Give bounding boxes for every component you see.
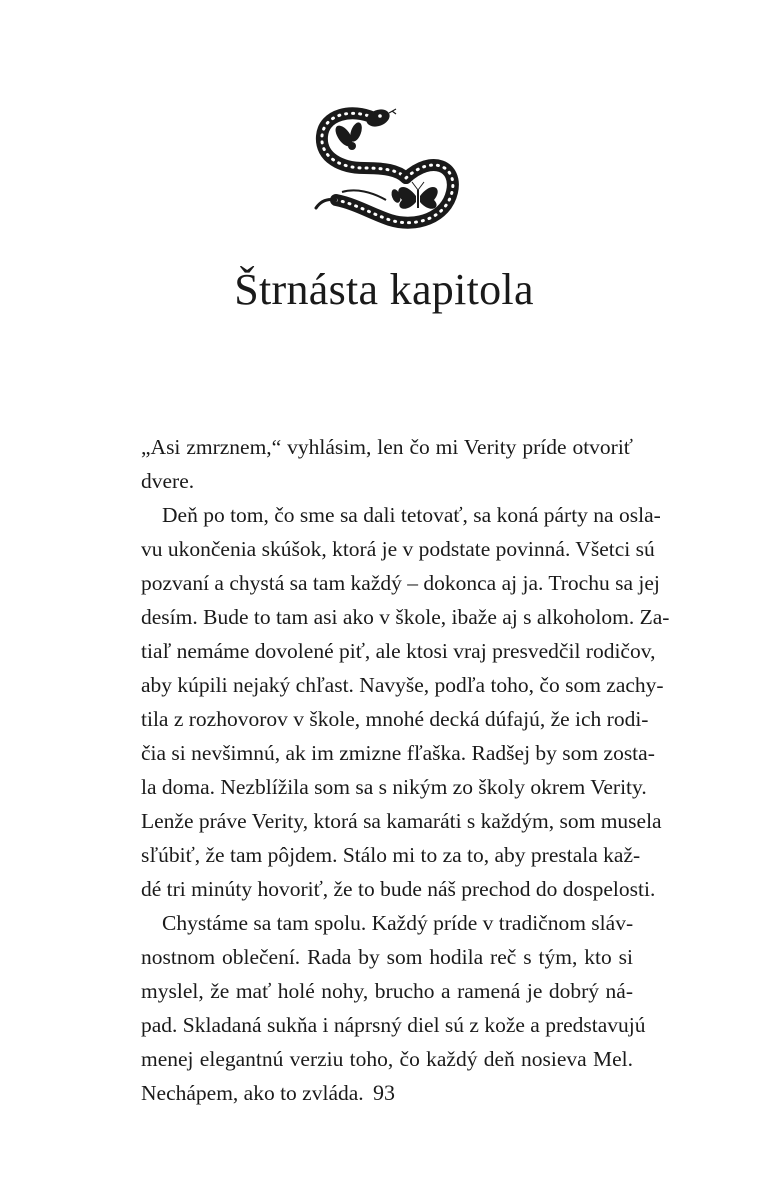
text-line: nostnom oblečení. Rada by som hodila reč s tým, kto si bbox=[141, 945, 633, 969]
text-line: tiaľ nemáme dovolené piť, ale ktosi vraj presvedčil rodičov, bbox=[141, 639, 656, 663]
body-text bbox=[141, 430, 670, 1110]
page-number: 93 bbox=[373, 1080, 395, 1105]
text-line: čia si nevšimnú, ak im zmizne fľaška. Radšej by som zosta- bbox=[141, 741, 655, 765]
text-line: desím. Bude to tam asi ako v škole, ibaže aj s alkoholom. Za- bbox=[141, 605, 670, 629]
text-line: Lenže práve Verity, ktorá sa kamaráti s každým, som musela bbox=[141, 809, 662, 833]
text-line: pad. Skladaná sukňa i náprsný diel sú z kože a predstavujú bbox=[141, 1013, 646, 1037]
text-line: tila z rozhovorov v škole, mnohé decká dúfajú, že ich rodi- bbox=[141, 707, 649, 731]
text-line: dé tri minúty hovoriť, že to bude náš prechod do dospelosti. bbox=[141, 877, 656, 901]
snake-body-upper bbox=[322, 113, 406, 178]
butterfly-icon bbox=[398, 182, 437, 209]
text-line: dvere. bbox=[141, 469, 195, 493]
text-line: „Asi zmrznem,“ vyhlásim, len čo mi Verity príde otvoriť bbox=[141, 435, 633, 459]
text-line: vu ukončenia skúšok, ktorá je v podstate povinná. Všetci sú bbox=[141, 537, 655, 561]
snake-tongue bbox=[389, 109, 396, 114]
text-line: menej elegantnú verziu toho, čo každý deň nosieva Mel. bbox=[141, 1047, 633, 1071]
flower-center bbox=[348, 142, 356, 150]
text-line: aby kúpili nejaký chľast. Navyše, podľa toho, čo som zachy- bbox=[141, 673, 664, 697]
text-line: pozvaní a chystá sa tam každý – dokonca aj ja. Trochu sa jej bbox=[141, 571, 660, 595]
text-line: Chystáme sa tam spolu. Každý príde v tradičnom sláv- bbox=[162, 911, 634, 935]
snake-butterfly-ornament-icon bbox=[312, 96, 462, 238]
text-line: sľúbiť, že tam pôjdem. Stálo mi to za to, aby prestala kaž- bbox=[141, 843, 641, 867]
text-line: la doma. Nezblížila som sa s nikým zo školy okrem Verity. bbox=[141, 775, 647, 799]
text-line: Nechápem, ako to zvláda. bbox=[141, 1081, 364, 1105]
snake-eye bbox=[378, 114, 382, 118]
chapter-title: Štrnásta kapitola bbox=[234, 265, 534, 314]
text-line: myslel, že mať holé nohy, brucho a ramená je dobrý ná- bbox=[141, 979, 633, 1003]
text-line: Deň po tom, čo sme sa dali tetovať, sa koná párty na osla- bbox=[162, 503, 661, 527]
